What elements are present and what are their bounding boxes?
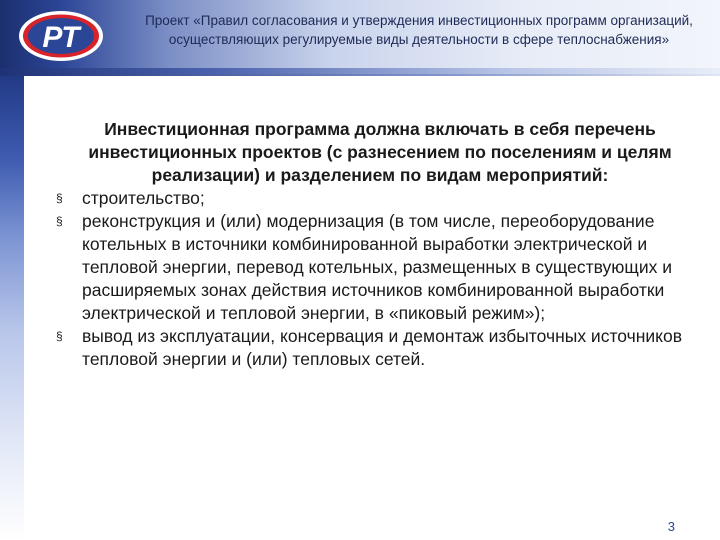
page-number: 3 (667, 519, 675, 534)
list-item-text: реконструкция и (или) модернизация (в том числе, переоборудование котельных в источники комбинированной выработки электрической и тепловой энергии, перевод котельных, размещенных в существующих и расширяемых зонах действия источников комбинированной выработки электрической и тепловой энергии, в «пиковый режим»); (82, 211, 672, 323)
bullet-list (50, 187, 710, 371)
left-accent-bar (0, 76, 24, 540)
list-item (50, 210, 710, 325)
header-divider (0, 74, 720, 76)
list-item (50, 325, 710, 371)
slide-content (50, 118, 710, 371)
slide-header-title: Проект «Правил согласования и утверждения инвестиционных программ организаций, осуществляющих регулируемые виды деятельности в сфере теплоснабжения» (145, 13, 693, 47)
list-item-text: строительство; (82, 188, 205, 208)
list-item (50, 187, 710, 210)
rt-logo (16, 8, 106, 64)
list-item-text: вывод из эксплуатации, консервация и демонтаж избыточных источников тепловой энергии и (или) тепловых сетей. (82, 326, 683, 369)
bullet-marker: § (56, 214, 63, 228)
lead-paragraph: Инвестиционная программа должна включать в себя перечень инвестиционных проектов (с разнесением по поселениям и целям реализации) и разделением по видам мероприятий: (88, 119, 672, 185)
bullet-marker: § (56, 191, 63, 205)
bullet-marker: § (56, 329, 63, 343)
logo-text: РТ (42, 21, 80, 54)
